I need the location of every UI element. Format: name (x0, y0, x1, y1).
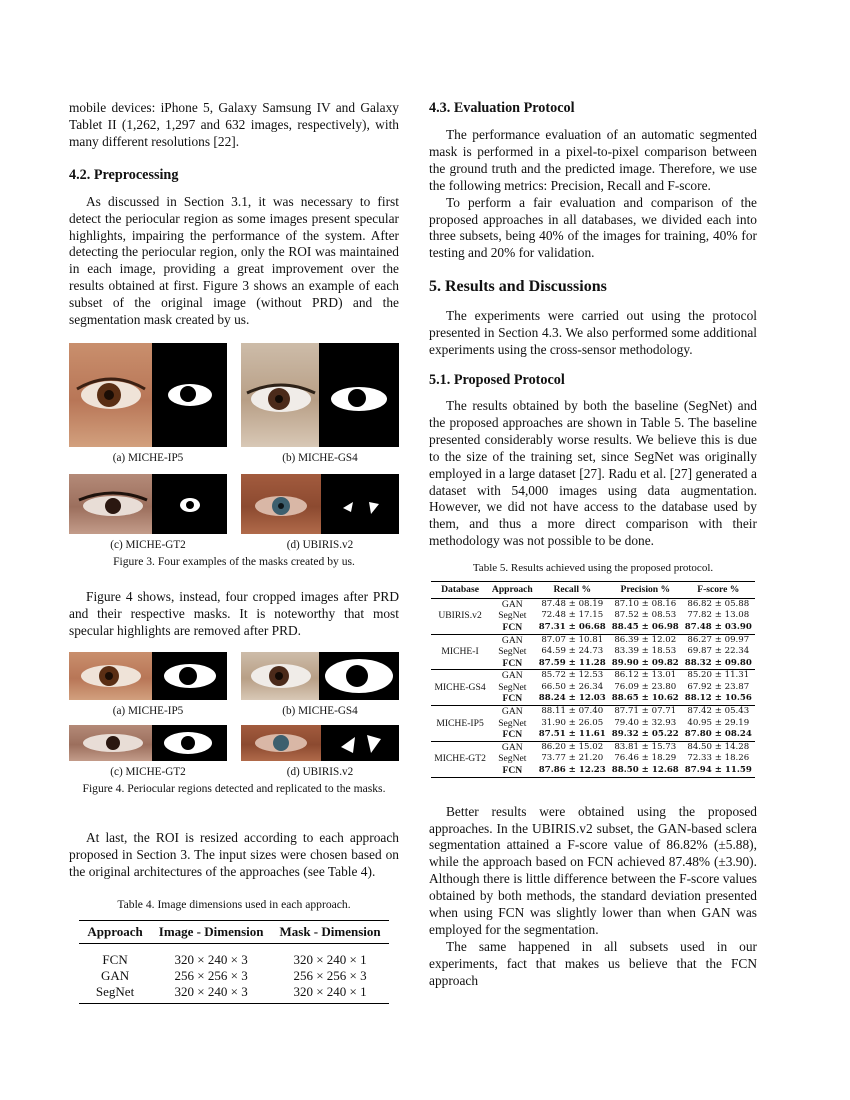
table5-approach-cell: GAN (501, 706, 523, 718)
table-row (79, 944, 388, 952)
table5-database-cell (431, 765, 489, 777)
table-row (431, 610, 755, 622)
table4-header: Image - Dimension (158, 924, 264, 940)
table5-value-cell: 85.20 ± 11.31 (687, 670, 750, 681)
paragraph-eval-1: The performance evaluation of an automatic segmented mask is performed in a pixel-to-pixel comparison between the ground truth and the predicted image. Therefore, we use the following metrics: Precision, Recall and F-score. (429, 127, 757, 193)
eye-photo-image (69, 343, 152, 447)
table5-header: Database (441, 584, 479, 596)
table5-approach-cell: FCN (489, 622, 536, 634)
table-row (431, 718, 755, 730)
table4-cell: 320 × 240 × 1 (293, 983, 367, 999)
table5-value-cell: 86.12 ± 13.01 (614, 670, 677, 681)
table5-database-cell (431, 634, 489, 646)
table-row (431, 598, 755, 610)
table5-value-cell: 79.40 ± 32.93 (614, 717, 677, 728)
table-row (431, 765, 755, 777)
table-row (431, 741, 755, 753)
section-heading-results: 5. Results and Discussions (429, 278, 607, 296)
table5-value-cell: 69.87 ± 22.34 (687, 646, 750, 657)
table4-caption: Table 4. Image dimensions used in each approach. (117, 898, 351, 912)
table5-approach-cell: SegNet (498, 717, 527, 729)
segmentation-mask-image (321, 474, 399, 534)
table5-approach-cell: GAN (501, 634, 523, 646)
table4-cell: FCN (102, 951, 128, 967)
table5-value-cell: 87.59 ± 11.28 (536, 658, 609, 670)
table5-approach-cell: FCN (489, 658, 536, 670)
table5-approach-cell: SegNet (498, 753, 527, 765)
paragraph-fig4: Figure 4 shows, instead, four cropped images after PRD and their respective masks. It is noteworthy that most specular highlights are removed after PRD. (69, 588, 399, 638)
paragraph-eval-2: To perform a fair evaluation and comparison of the proposed approaches in all databases, we divided each into three subsets, being 40% of the images for training, 40% for testing and 20% for validation. (429, 194, 757, 261)
table5-header: F-score % (697, 584, 740, 596)
table4-header: Approach (87, 924, 143, 940)
table5-value-cell: 87.31 ± 06.68 (536, 622, 609, 634)
table4-header: Mask - Dimension (279, 924, 381, 940)
table5-value-cell: 87.48 ± 08.19 (541, 598, 604, 609)
table5-value-cell: 77.82 ± 13.08 (687, 610, 750, 621)
table5-value-cell: 88.65 ± 10.62 (609, 693, 682, 705)
table5-value-cell: 87.52 ± 08.53 (614, 610, 677, 621)
table-row (431, 646, 755, 658)
paragraph-preprocessing: As discussed in Section 3.1, it was necessary to first detect the periocular region as some images present specular highlights, impairing the performance of the system. After detecting the periocular region, only the ROI was maintained in each image, providing a great improvement over the results obtained at first. Figure 3 shows an example of each subset of the original image (without PRD) and the segmentation mask created by us. (69, 193, 399, 328)
table5-value-cell: 87.80 ± 08.24 (682, 729, 755, 741)
fig4-subcaption-c: (c) MICHE-GT2 (110, 765, 186, 778)
paragraph-better-results: Better results were obtained using the proposed approaches. In the UBIRIS.v2 subset, the GAN-based sclera segmentation attained a F-score value of 86.82% (±5.88), while the approach based on FCN achieved 87.48% (±3.90). Although there is little difference between the F-score values obtained by both methods, the standard deviation presented when using FCN was slightly lower than when GAN was employed for the segmentation. (429, 803, 757, 937)
paragraph-resize: At last, the ROI is resized according to each approach proposed in Section 3. The input sizes were chosen based on the original architectures of the approaches (see Table 4). (69, 829, 399, 879)
segmentation-mask-image (152, 652, 227, 700)
table5-value-cell: 88.11 ± 07.40 (541, 706, 604, 717)
table5-approach-cell: FCN (489, 729, 536, 741)
table5-value-cell: 88.12 ± 10.56 (682, 693, 755, 705)
eye-photo-image (69, 652, 152, 700)
fig3-image-a (69, 343, 227, 447)
table5-value-cell: 88.32 ± 09.80 (682, 658, 755, 670)
table5-value-cell: 84.50 ± 14.28 (687, 741, 750, 752)
table5-value-cell: 31.90 ± 26.05 (541, 717, 604, 728)
table-5 (431, 581, 755, 778)
fig4-subcaption-a: (a) MICHE-IP5 (112, 704, 184, 717)
fig4-caption: Figure 4. Periocular regions detected and replicated to the masks. (82, 781, 386, 795)
eye-photo-image (69, 474, 152, 534)
section-heading-proposed-protocol: 5.1. Proposed Protocol (429, 371, 565, 388)
table4-cell: 320 × 240 × 3 (174, 983, 248, 999)
fig3-caption: Figure 3. Four examples of the masks created by us. (113, 554, 355, 568)
table-row (79, 952, 388, 968)
eye-photo-image (69, 725, 152, 761)
table5-value-cell: 86.39 ± 12.02 (614, 634, 677, 645)
table5-approach-cell: FCN (502, 765, 523, 777)
fig3-subcaption-a: (a) MICHE-IP5 (112, 451, 184, 464)
table5-value-cell: 40.95 ± 29.19 (687, 717, 750, 728)
table5-approach-cell: SegNet (498, 610, 527, 622)
table5-database-cell (431, 729, 489, 741)
table5-value-cell: 72.33 ± 18.26 (687, 753, 750, 764)
fig4-subcaption-d: (d) UBIRIS.v2 (286, 765, 354, 778)
table-row (79, 968, 388, 984)
table5-value-cell: 89.90 ± 09.82 (609, 658, 682, 670)
table5-value-cell: 88.45 ± 06.98 (609, 622, 682, 634)
table-row (79, 984, 388, 1004)
table5-header: Approach (491, 584, 533, 596)
table5-body (431, 598, 755, 777)
table5-approach-cell: FCN (489, 693, 536, 705)
table5-value-cell: 83.39 ± 18.53 (614, 646, 677, 657)
table4-cell: GAN (100, 967, 130, 983)
table5-value-cell: 87.71 ± 07.71 (614, 706, 677, 717)
table5-header: Precision % (620, 584, 671, 596)
fig3-image-c (69, 474, 227, 534)
segmentation-mask-image (321, 725, 399, 761)
table5-database-cell (431, 693, 489, 705)
paragraph-proposed: The results obtained by both the baseline (SegNet) and the proposed approaches are shown in Table 5. The baseline presented considerably worse results. We believe this is due to the size of the training set, since SegNet was originally employed in a large dataset [27]. Radu et al. [27] generated a dataset with 54,000 images using data augmentation. However, we did not have access to the database used by them, and thus a more direct comparison with their methodology was not possible to be done. (429, 397, 757, 549)
table5-database-cell: UBIRIS.v2 (438, 610, 482, 622)
table5-value-cell: 67.92 ± 23.87 (687, 681, 750, 692)
table4-cell: 256 × 256 × 3 (174, 967, 248, 983)
section-heading-evaluation: 4.3. Evaluation Protocol (429, 100, 575, 116)
table4-cell: 320 × 240 × 1 (293, 951, 367, 967)
table5-value-cell: 88.50 ± 12.68 (611, 765, 679, 776)
eye-photo-image (241, 725, 321, 761)
table5-approach-cell: GAN (501, 741, 523, 753)
table5-value-cell: 86.82 ± 05.88 (687, 598, 750, 609)
fig4-image-d (241, 725, 399, 761)
eye-photo-image (241, 652, 319, 700)
table-row (431, 670, 755, 682)
segmentation-mask-image (152, 474, 227, 534)
table5-approach-cell: SegNet (498, 681, 527, 693)
table5-value-cell: 76.09 ± 23.80 (614, 681, 677, 692)
table5-database-cell (431, 741, 489, 753)
table5-value-cell: 83.81 ± 15.73 (614, 741, 677, 752)
table-row (431, 706, 755, 718)
fig3-image-d (241, 474, 399, 534)
table5-value-cell: 87.42 ± 05.43 (687, 706, 750, 717)
table4-cell: 256 × 256 × 3 (293, 967, 367, 983)
segmentation-mask-image (319, 343, 399, 447)
fig3-subcaption-d: (d) UBIRIS.v2 (286, 538, 354, 551)
table5-database-cell: MICHE-I (441, 646, 479, 658)
table5-value-cell: 86.20 ± 15.02 (541, 741, 604, 752)
table5-value-cell: 88.24 ± 12.03 (536, 693, 609, 705)
table-row (431, 729, 755, 741)
table-row (431, 658, 755, 670)
paragraph-same-happened: The same happened in all subsets used in our experiments, fact that makes us believe that the FCN approach (429, 938, 757, 988)
table5-value-cell: 87.94 ± 11.59 (684, 765, 752, 776)
fig4-image-b (241, 652, 399, 700)
table5-approach-cell: GAN (501, 598, 523, 610)
table5-database-cell (431, 598, 489, 610)
fig4-image-a (69, 652, 227, 700)
section-heading-preprocessing: 4.2. Preprocessing (69, 166, 179, 183)
table-row (431, 693, 755, 705)
table5-value-cell: 66.50 ± 26.34 (541, 681, 604, 692)
table5-database-cell (431, 706, 489, 718)
table5-caption: Table 5. Results achieved using the proposed protocol. (472, 562, 714, 575)
table5-database-cell (431, 622, 489, 634)
fig4-image-c (69, 725, 227, 761)
eye-photo-image (241, 474, 321, 534)
table5-database-cell: MICHE-GT2 (434, 753, 486, 765)
eye-photo-image (241, 343, 319, 447)
figure-4 (69, 652, 399, 796)
table5-database-cell: MICHE-GS4 (434, 681, 486, 693)
table5-value-cell: 87.07 ± 10.81 (541, 634, 604, 645)
table5-value-cell: 85.72 ± 12.53 (541, 670, 604, 681)
table5-header: Recall % (553, 584, 592, 596)
table4-cell: SegNet (95, 983, 135, 999)
figure-3 (69, 343, 399, 569)
table5-value-cell: 73.77 ± 21.20 (541, 753, 604, 764)
table5-value-cell: 76.46 ± 18.29 (614, 753, 677, 764)
fig4-subcaption-b: (b) MICHE-GS4 (282, 704, 358, 717)
fig3-image-b (241, 343, 399, 447)
table-4 (79, 920, 388, 1004)
table5-value-cell: 87.10 ± 08.16 (614, 598, 677, 609)
segmentation-mask-image (152, 725, 227, 761)
table-row (431, 622, 755, 634)
fig3-subcaption-c: (c) MICHE-GT2 (110, 538, 186, 551)
segmentation-mask-image (152, 343, 227, 447)
table5-value-cell: 87.86 ± 12.23 (538, 765, 606, 776)
table5-approach-cell: GAN (501, 670, 523, 682)
right-column (429, 100, 757, 990)
paragraph-results: The experiments were carried out using the protocol presented in Section 4.3. We also performed some additional experiments using the cross-sensor methodology. (429, 308, 757, 358)
table5-value-cell: 64.59 ± 24.73 (541, 646, 604, 657)
fig3-subcaption-b: (b) MICHE-GS4 (282, 451, 358, 464)
table5-value-cell: 89.32 ± 05.22 (609, 729, 682, 741)
table5-value-cell: 87.48 ± 03.90 (682, 622, 755, 634)
table4-cell: 320 × 240 × 3 (174, 951, 248, 967)
left-column (69, 100, 399, 1004)
segmentation-mask-image (319, 652, 399, 700)
table-row (431, 753, 755, 765)
table5-database-cell: MICHE-IP5 (436, 717, 484, 729)
table5-value-cell: 72.48 ± 17.15 (541, 610, 604, 621)
table-row (431, 682, 755, 694)
table-row (431, 634, 755, 646)
table5-database-cell (431, 670, 489, 682)
table5-database-cell (431, 658, 489, 670)
table5-value-cell: 86.27 ± 09.97 (687, 634, 750, 645)
paragraph-intro: mobile devices: iPhone 5, Galaxy Samsung IV and Galaxy Tablet II (1,262, 1,297 and 632 images, respectively), with many different resolutions [22]. (69, 100, 399, 149)
table5-approach-cell: SegNet (498, 646, 527, 658)
table5-value-cell: 87.51 ± 11.61 (536, 729, 609, 741)
